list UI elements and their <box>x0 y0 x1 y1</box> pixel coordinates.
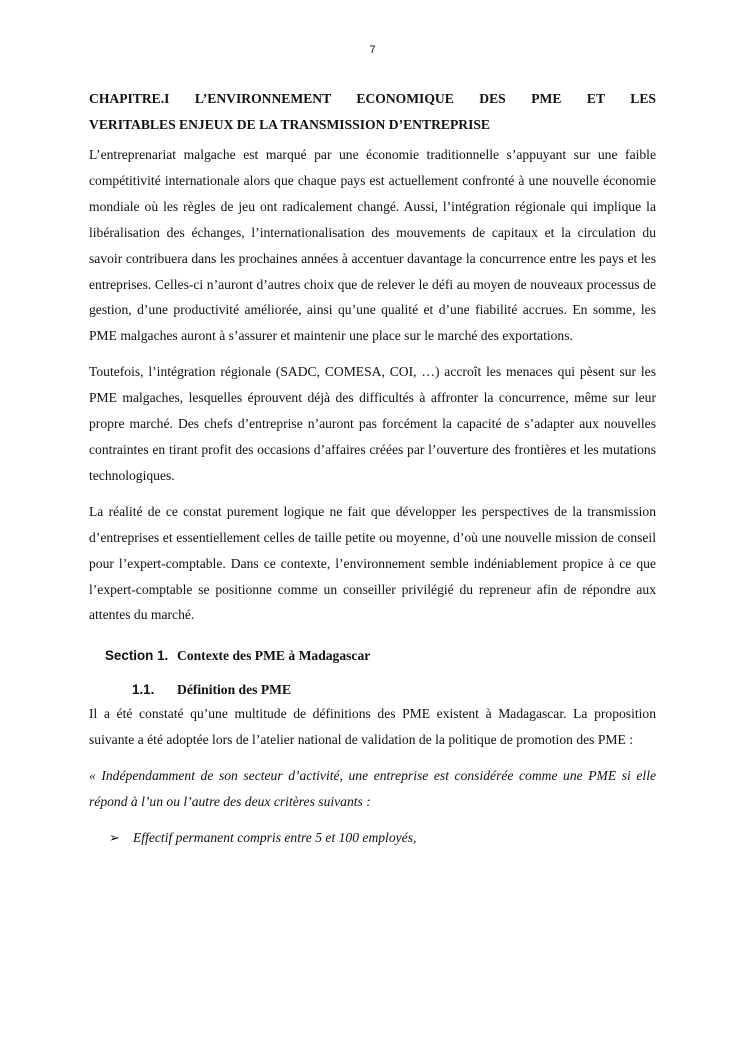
page-number: 7 <box>369 44 376 56</box>
chapter-title-line-1: CHAPITRE.I L’ENVIRONNEMENT ECONOMIQUE DES PME ET LES <box>89 91 656 106</box>
paragraph: La réalité de ce constat purement logique ne fait que développer les perspectives de la transmission d’entreprises et essentiellement celles de taille petite ou moyenne, d’où une nouvelle mission de conseil pour l’expert-comptable. Dans ce contexte, l’environnement semble indéniablement propice à ce que l’expert-comptable se positionne comme un conseiller privilégié du repreneur afin de répondre aux attentes du marché. <box>89 503 656 623</box>
document-body <box>89 86 656 850</box>
list-item-text: Effectif permanent compris entre 5 et 100 employés, <box>133 829 417 845</box>
section-title: Contexte des PME à Madagascar <box>177 648 371 664</box>
section-number: Section 1. <box>105 648 169 664</box>
definition-quote: « Indépendamment de son secteur d’activité, une entreprise est considérée comme une PME si elle répond à l’un ou l’autre des deux critères suivants : <box>89 768 656 810</box>
subsection-number: 1.1. <box>132 682 155 698</box>
paragraph: Toutefois, l’intégration régionale (SADC, COMESA, COI, …) accroît les menaces qui pèsent sur les PME malgaches, lesquelles éprouvent déjà des difficultés à affronter la concurrence, même sur leur propre marché. Des chefs d’entreprise n’auront pas forcément la capacité de s’adapter aux nouvelles contraintes en tirant profit des occasions d’affaires créées par l’ouverture des frontières et les mutations technologiques. <box>89 364 656 483</box>
chapter-title <box>89 86 656 138</box>
list-item <box>109 825 656 850</box>
definition-paragraph: Il a été constaté qu’une multitude de définitions des PME existent à Madagascar. La proposition suivante a été adoptée lors de l’atelier national de validation de la politique de promotion des PME : <box>89 706 656 748</box>
chapter-title-line-2: VERITABLES ENJEUX DE LA TRANSMISSION D’ENTREPRISE <box>89 117 490 132</box>
subsection-title: Définition des PME <box>177 682 292 698</box>
subsection-heading <box>132 679 656 701</box>
paragraph: L’entreprenariat malgache est marqué par une économie traditionnelle s’appuyant sur une faible compétitivité internationale alors que chaque pays est actuellement confronté à une nouvelle économie mondiale où les règles de jeu ont radicalement changé. Aussi, l’intégration régionale qui implique la libéralisation des échanges, l’internationalisation des mouvements de capitaux et la circulation du savoir contribuera dans les prochaines années à accentuer davantage la concurrence entre les pays et les entreprises. Celles-ci n’auront d’autres choix que de relever le défi au moyen de nouveaux processus de gestion, d’une productivité améliorée, ainsi qu’une qualité et d’une fiabilité accrues. En somme, les PME malgaches auront à s’assurer et maintenir une place sur le marché des exportations. <box>89 147 656 344</box>
arrow-bullet-icon: ➢ <box>109 829 120 845</box>
section-heading <box>105 645 656 667</box>
